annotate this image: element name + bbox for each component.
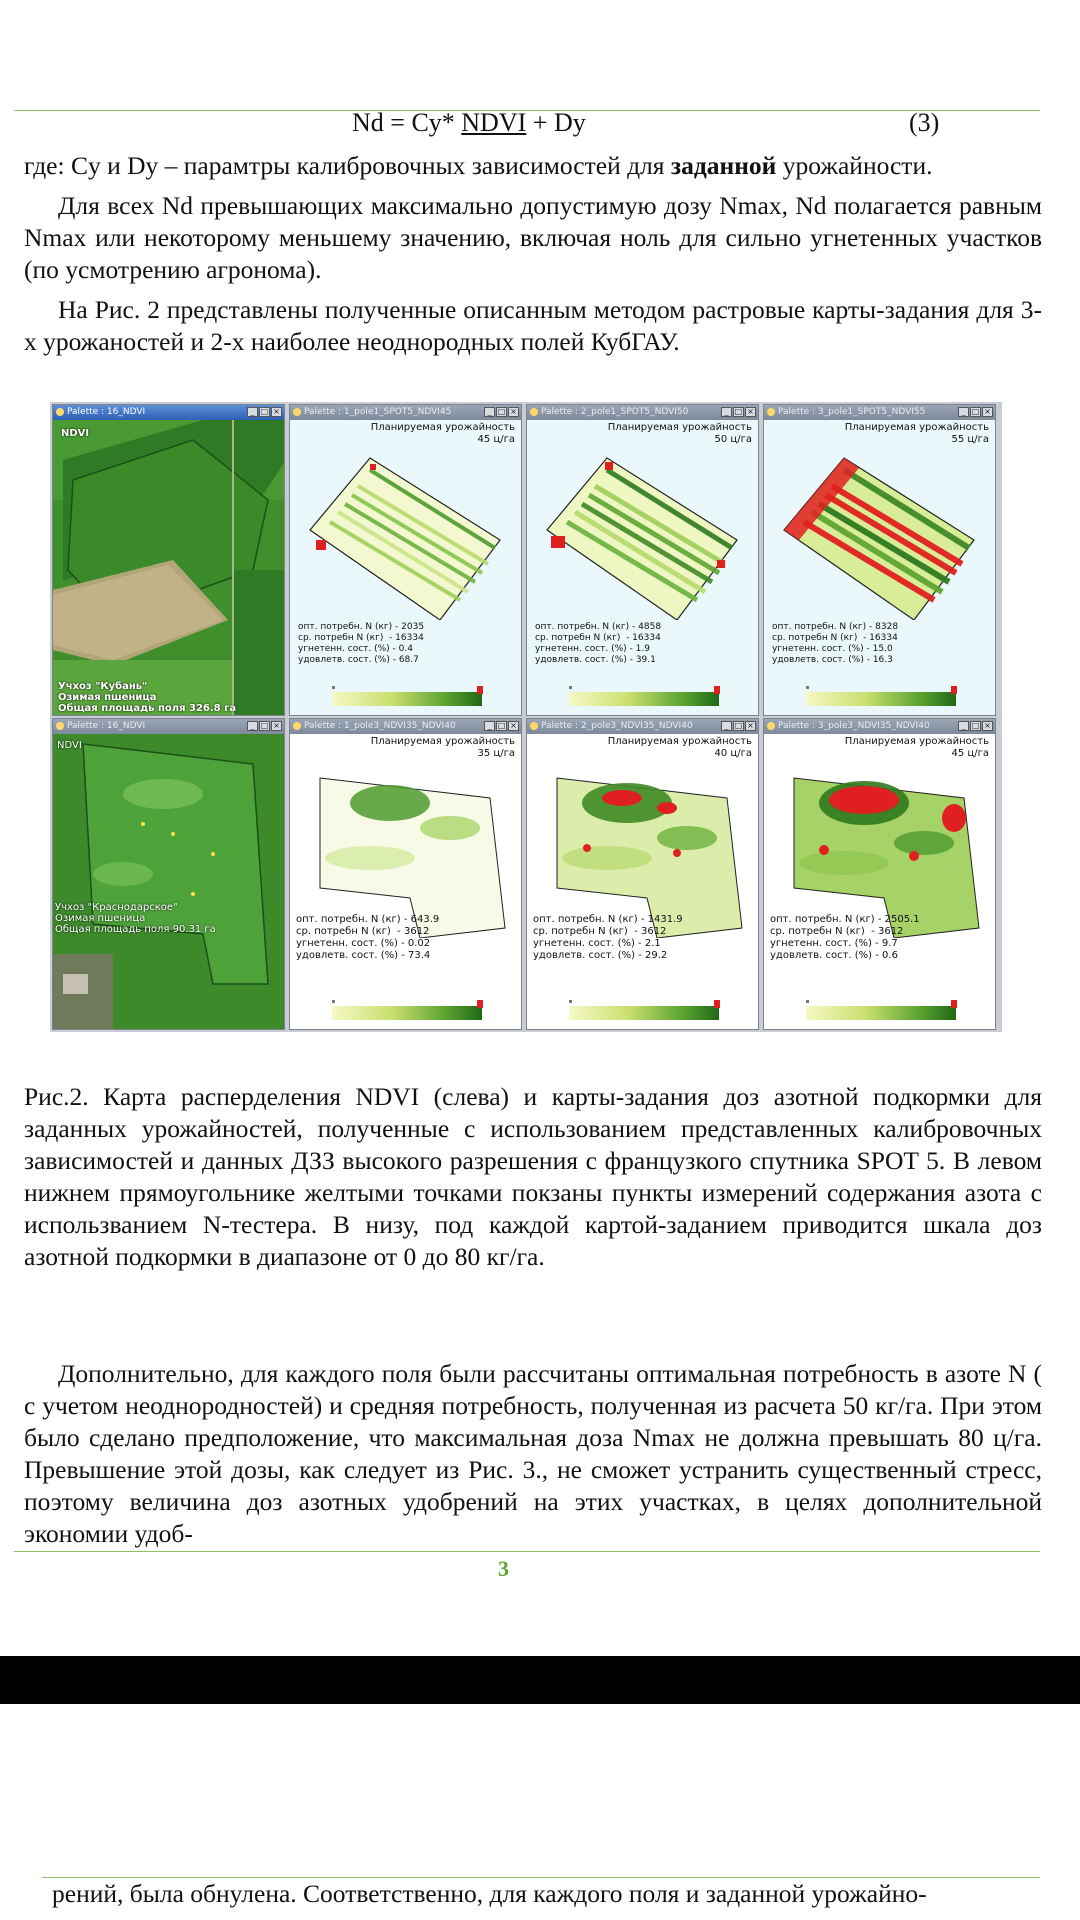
maximize-icon[interactable]: □ [260, 407, 269, 416]
planned-yield: Планируемая урожайность 50 ц/га [607, 422, 752, 445]
minimize-icon[interactable]: _ [247, 721, 258, 731]
paragraph-3: Дополнительно, для каждого поля были рассчитаны оптимальная потребность в азоте N ( с учетом неоднородностей) и средняя потребность, полученная из расчета 50 кг/га. При этом было сделано предположение, что максимальная доза Nmax не должна превышать 80 ц/га. Превышение этой дозы, как следует из Рис. 3., не сможет устранить существенный стресс, поэтому величина доз азотных удобрений на этих участках, в целях дополнительной экономии удоб- [24, 1359, 1042, 1548]
dose-map [527, 734, 758, 1029]
maximize-icon[interactable]: □ [734, 407, 743, 416]
maximize-icon[interactable]: □ [497, 407, 506, 416]
figure-2 [50, 402, 1002, 1032]
dose-map [764, 420, 995, 715]
ndvi-panel-krasnodarskoe [52, 718, 285, 1030]
window-buttons [958, 721, 993, 731]
field-label: Учхоз "Кубань" Озимая пшеница Общая площадь поля 326.8 га [58, 681, 237, 714]
scale-marker [477, 686, 483, 694]
scale-marker [477, 1000, 483, 1008]
scale-tick [569, 686, 572, 689]
dose-map-panel-45-b [763, 718, 996, 1030]
scale-tick [569, 1000, 572, 1003]
window-buttons [247, 407, 282, 417]
scale-tick [332, 1000, 335, 1003]
page-number: 3 [498, 1556, 509, 1581]
stats-block: опт. потребн. N (кг) - 643.9 ср. потребн N (кг) - 3612 угнетенн. сост. (%) - 0.02 удовлетв. сост. (%) - 73.4 [296, 914, 440, 961]
dose-map [290, 734, 521, 1029]
minimize-icon[interactable]: _ [484, 721, 495, 731]
window-icon [530, 722, 538, 730]
close-icon[interactable]: × [508, 721, 519, 731]
window-buttons [721, 407, 756, 417]
dose-scale [569, 692, 719, 706]
minimize-icon[interactable]: _ [958, 407, 969, 417]
paragraph-1: Для всех Nd превышающих максимально допустимую дозу Nmax, Nd полагается равным Nmax или некоторому меньшему значению, включая ноль для сильно угнетенных участков (по усмотрению агронома). [24, 191, 1042, 284]
dose-map-panel-45 [289, 404, 522, 716]
planned-yield: Планируемая урожайность 45 ц/га [844, 736, 989, 759]
stats-block: опт. потребн. N (кг) - 1431.9 ср. потребн N (кг) - 3612 угнетенн. сост. (%) - 2.1 удовлетв. сост. (%) - 29.2 [533, 914, 683, 961]
ndvi-title: NDVI [61, 428, 90, 439]
page-gap-bar [0, 1656, 1080, 1704]
minimize-icon[interactable]: _ [721, 407, 732, 417]
close-icon[interactable]: × [271, 407, 282, 417]
panel-titlebar: Palette : 16_NDVI _ □ × [53, 405, 284, 420]
panel-titlebar: Palette : 1_pole3_NDVI35_NDVI40 _ □ × [290, 719, 521, 734]
where-line-bold: заданной [670, 151, 777, 180]
scale-tick [332, 686, 335, 689]
dose-map [527, 420, 758, 715]
satellite-image [53, 420, 284, 715]
close-icon[interactable]: × [745, 407, 756, 417]
stats-block: опт. потребн. N (кг) - 2035 ср. потребн N (кг) - 16334 угнетенн. сост. (%) - 0.4 удовлетв. сост. (%) - 68.7 [298, 622, 425, 665]
planned-yield: Планируемая урожайность 45 ц/га [370, 422, 515, 445]
ndvi-title: NDVI [57, 740, 82, 751]
maximize-icon[interactable]: □ [734, 721, 743, 730]
window-buttons [484, 407, 519, 417]
next-page-line: рений, была обнулена. Соответственно, для каждого поля и заданной урожайно- [52, 1879, 927, 1908]
window-buttons [247, 721, 282, 731]
equation-number: (3) [909, 108, 940, 137]
minimize-icon[interactable]: _ [958, 721, 969, 731]
ndvi-panel-kuban [52, 404, 285, 716]
dose-map-panel-50 [526, 404, 759, 716]
minimize-icon[interactable]: _ [721, 721, 732, 731]
close-icon[interactable]: × [508, 407, 519, 417]
figure-caption: Рис.2. Карта расперделения NDVI (слева) и карты-задания доз азотной подкормки для заданных урожайностей, полученные с использованием представленных калибровочных зависимостей и данных ДЗЗ высокого разрешения с французкого спутника SPOT 5. В левом нижнем прямоугольнике желтыми точками покзаны пункты измерений содержания азота с использванием N-тестера. В низу, под каждой картой-заданием приводится шкала доз азотной подкормки в диапазоне от 0 до 80 кг/га. [24, 1082, 1042, 1271]
panel-titlebar: Palette : 1_pole1_SPOT5_NDVI45 _ □ × [290, 405, 521, 420]
dose-scale [332, 1006, 482, 1020]
panel-titlebar: Palette : 3_pole1_SPOT5_NDVI55 _ □ × [764, 405, 995, 420]
scale-marker [714, 1000, 720, 1008]
dose-scale [332, 692, 482, 706]
stats-block: опт. потребн. N (кг) - 8328 ср. потребн N (кг) - 16334 угнетенн. сост. (%) - 15.0 удовлетв. сост. (%) - 16.3 [772, 622, 899, 665]
panel-titlebar: Palette : 3_pole3_NDVI35_NDVI40 _ □ × [764, 719, 995, 734]
window-icon [293, 722, 301, 730]
satellite-image [53, 734, 284, 1029]
window-icon [530, 408, 538, 416]
dose-map-panel-55 [763, 404, 996, 716]
window-icon [56, 408, 64, 416]
dose-scale [806, 692, 956, 706]
scale-marker [951, 686, 957, 694]
scale-marker [714, 686, 720, 694]
panel-titlebar: Palette : 2_pole1_SPOT5_NDVI50 _ □ × [527, 405, 758, 420]
dose-map-panel-40 [526, 718, 759, 1030]
minimize-icon[interactable]: _ [484, 407, 495, 417]
close-icon[interactable]: × [982, 407, 993, 417]
planned-yield: Планируемая урожайность 55 ц/га [844, 422, 989, 445]
planned-yield: Планируемая урожайность 40 ц/га [607, 736, 752, 759]
panel-titlebar: Palette : 16_NDVI _ □ × [53, 719, 284, 734]
window-icon [293, 408, 301, 416]
dose-map-panel-35 [289, 718, 522, 1030]
where-line-post: урожайности. [776, 151, 933, 180]
window-icon [767, 722, 775, 730]
stats-block: опт. потребн. N (кг) - 4858 ср. потребн N (кг) - 16334 угнетенн. сост. (%) - 1.9 удовлетв. сост. (%) - 39.1 [535, 622, 662, 665]
dose-scale [569, 1006, 719, 1020]
window-buttons [958, 407, 993, 417]
formula [352, 108, 586, 138]
window-icon [56, 722, 64, 730]
scale-tick [806, 1000, 809, 1003]
stats-block: опт. потребн. N (кг) - 2505.1 ср. потребн N (кг) - 3612 угнетенн. сост. (%) - 9.7 удовлетв. сост. (%) - 0.6 [770, 914, 920, 961]
dose-scale [806, 1006, 956, 1020]
where-line-pre: где: Cy и Dy – парамтры калибровочных зависимостей для [24, 151, 671, 180]
maximize-icon[interactable]: □ [260, 721, 269, 730]
formula-right: + Dy [526, 108, 586, 137]
close-icon[interactable]: × [982, 721, 993, 731]
field-label: Учхоз "Краснодарское" Озимая пшеница Общая площадь поля 90.31 га [55, 902, 216, 935]
dose-map [764, 734, 995, 1029]
paragraph-2: На Рис. 2 представлены полученные описанным методом растровые карты-задания для 3-х урожаностей и 2-х наиболее неоднородных полей КубГАУ. [24, 295, 1042, 356]
where-line [24, 150, 1042, 182]
maximize-icon[interactable]: □ [971, 721, 980, 730]
close-icon[interactable]: × [271, 721, 282, 731]
maximize-icon[interactable]: □ [497, 721, 506, 730]
window-icon [767, 408, 775, 416]
scale-marker [951, 1000, 957, 1008]
formula-ndvi: NDVI [461, 108, 527, 137]
minimize-icon[interactable]: _ [247, 407, 258, 417]
dose-map [290, 420, 521, 715]
scale-tick [806, 686, 809, 689]
panel-titlebar: Palette : 2_pole3_NDVI35_NDVI40 _ □ × [527, 719, 758, 734]
window-buttons [721, 721, 756, 731]
formula-left: Nd = Cy* [352, 108, 462, 137]
bottom-rule [14, 1551, 1040, 1552]
planned-yield: Планируемая урожайность 35 ц/га [370, 736, 515, 759]
close-icon[interactable]: × [745, 721, 756, 731]
maximize-icon[interactable]: □ [971, 407, 980, 416]
window-buttons [484, 721, 519, 731]
